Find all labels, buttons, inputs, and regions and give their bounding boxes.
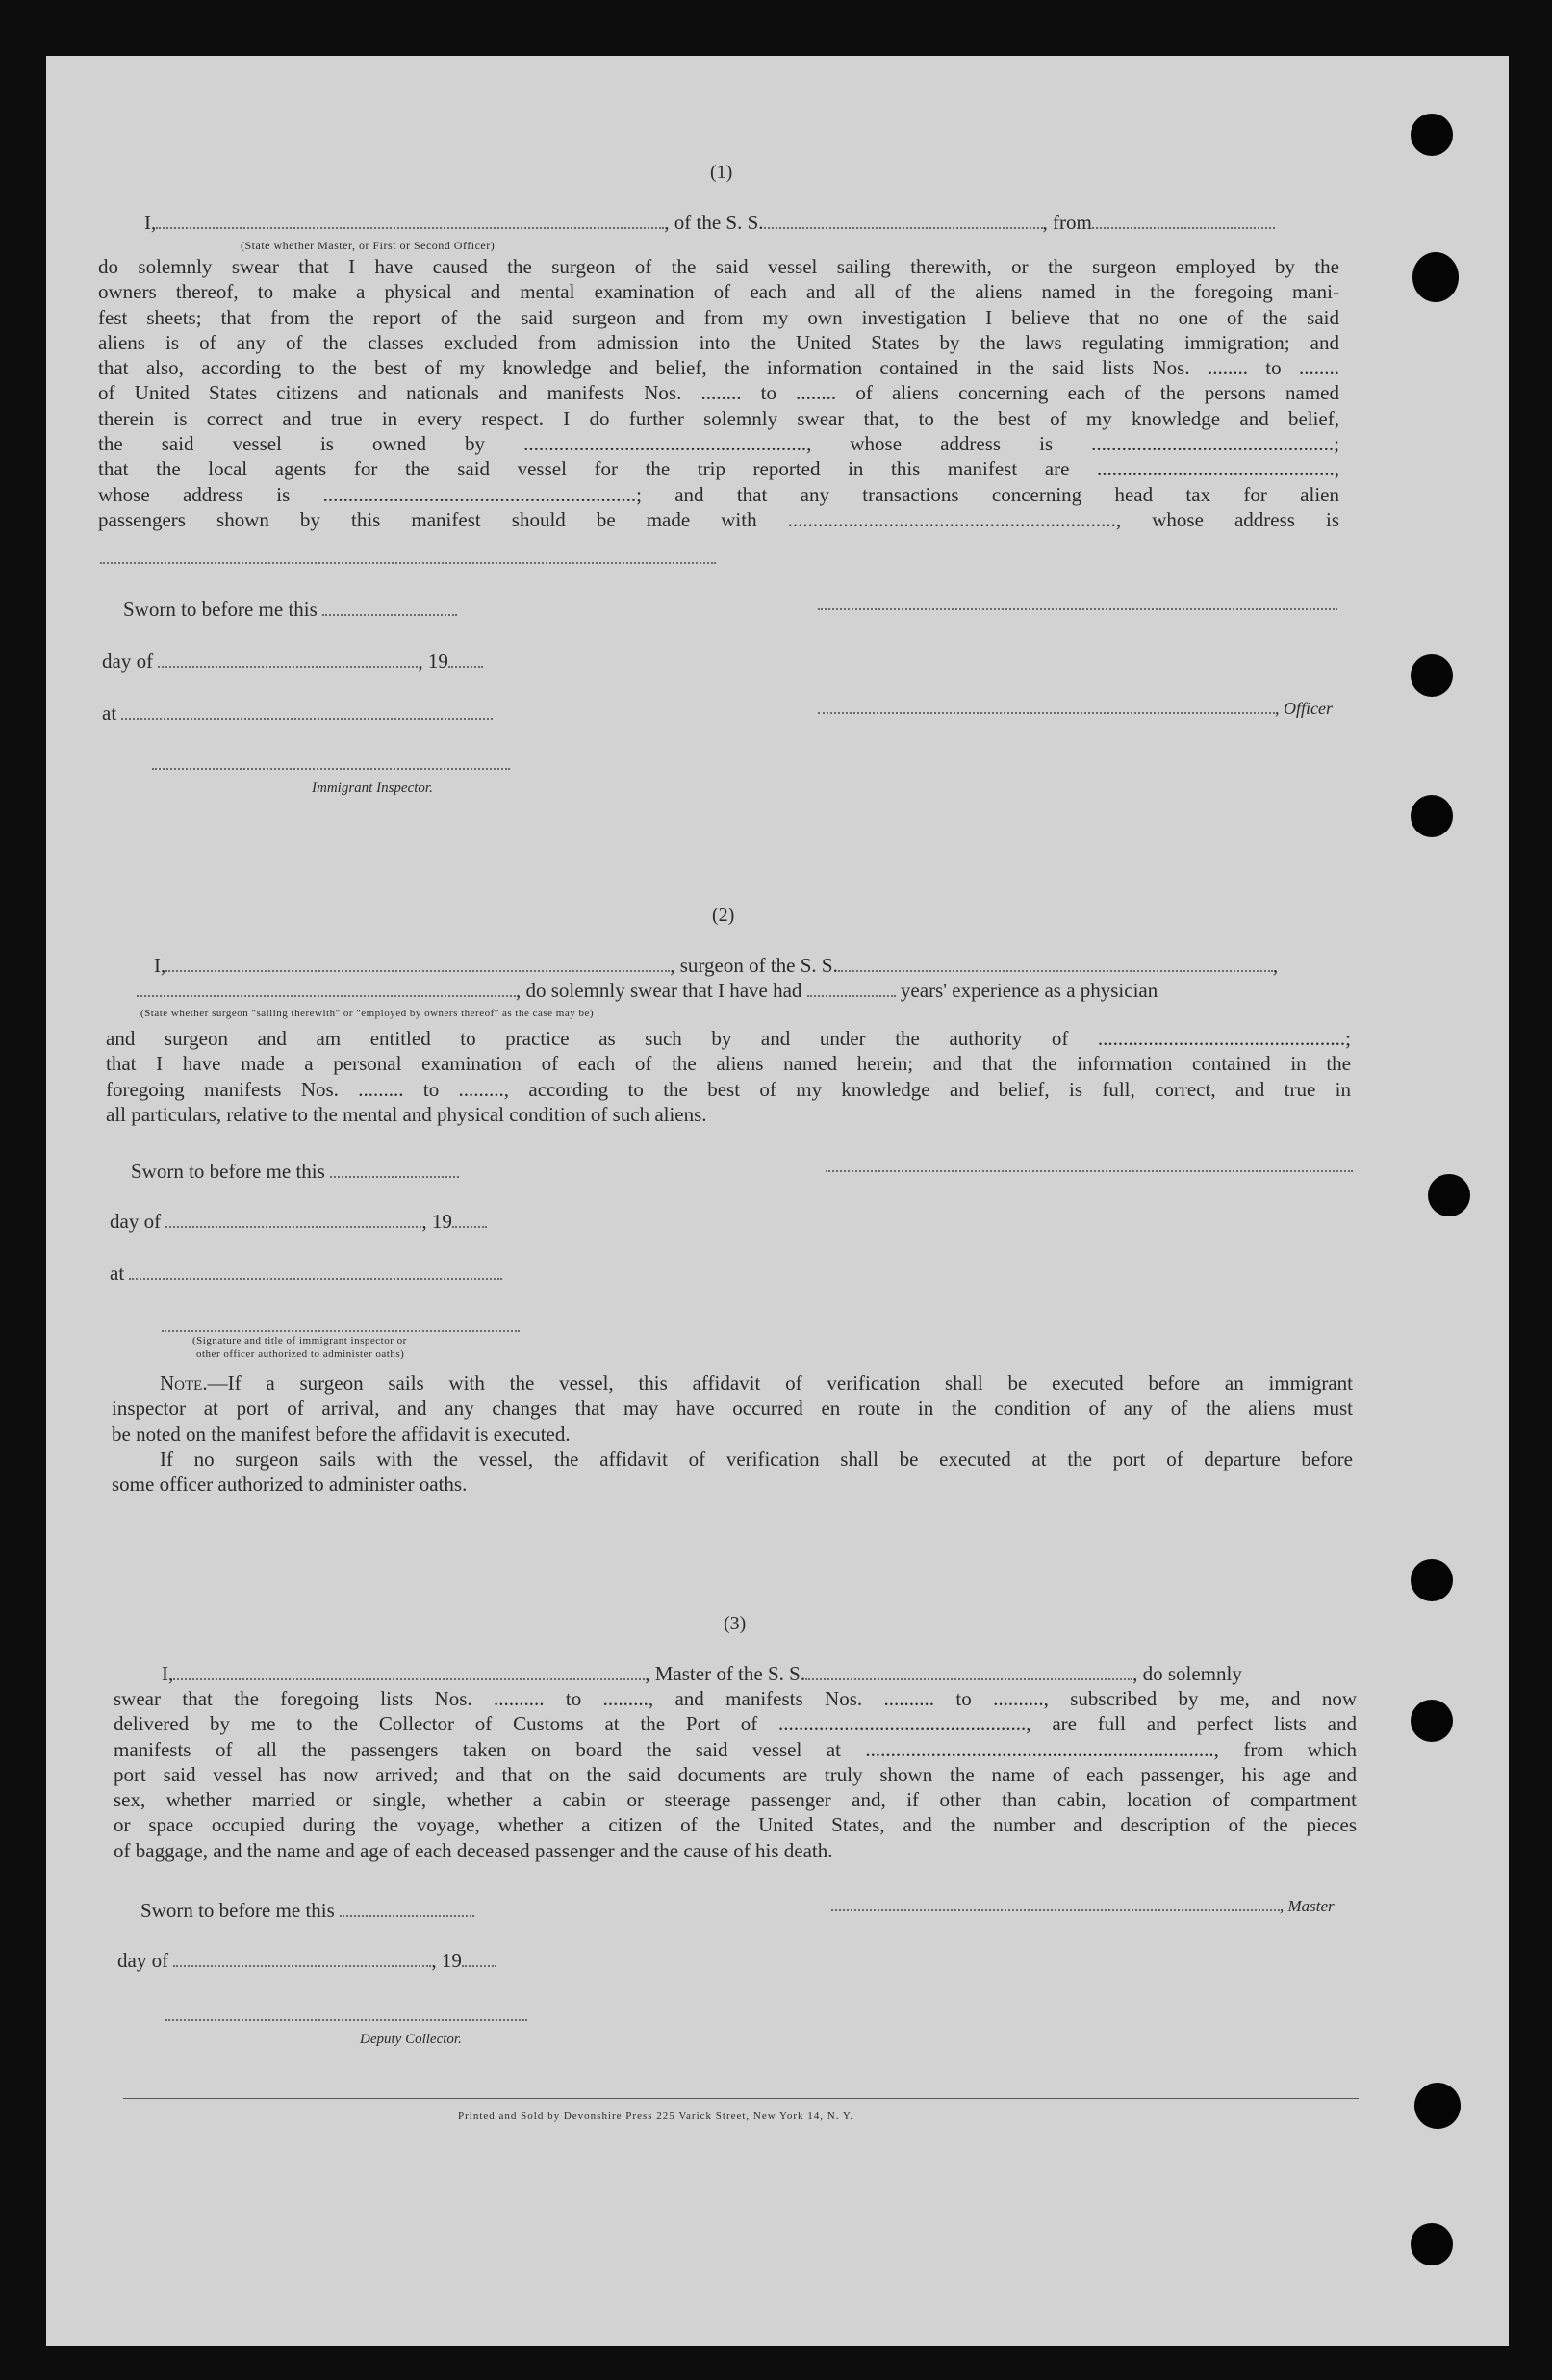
section-1-sworn [123, 597, 457, 622]
blank-field[interactable] [1092, 210, 1275, 229]
text: I, [144, 211, 157, 234]
note-line: some officer authorized to administer oaths. [112, 1472, 468, 1497]
section-2-at [110, 1261, 502, 1286]
text: day of [117, 1949, 169, 1972]
section-1-officer [818, 695, 1333, 721]
punch-hole [1411, 795, 1453, 837]
body-line: passengers shown by this manifest should be made with ................................................................., whose address is [98, 507, 1339, 531]
body-line: foregoing manifests Nos. ......... to ........., according to the best of my knowledge and belief, is full, correct, and true in [106, 1077, 1351, 1101]
text: , 19 [421, 1210, 452, 1233]
collector-signature-line[interactable] [165, 2019, 527, 2021]
body-line: swear that the foregoing lists Nos. .......... to ........., and manifests Nos. .......... to .........., subscribed by me, and now [114, 1687, 1357, 1710]
section-3-sworn [140, 1898, 474, 1923]
body-line: of United States citizens and nationals and manifests Nos. ........ to ........ of aliens concerning each of the persons named [98, 381, 1339, 405]
section-2-line-1 [154, 953, 1278, 978]
note-line: inspector at port of arrival, and any changes that may have occurred en route in the condition of any of the aliens must [112, 1396, 1353, 1420]
text: , [1272, 954, 1279, 977]
body-line: that I have made a personal examination of each of the aliens named herein; and that the information contained in the [106, 1052, 1351, 1076]
signature-note: (Signature and title of immigrant inspector or [192, 1335, 407, 1346]
text: Sworn to before me this [123, 598, 318, 621]
inspector-label: Immigrant Inspector. [312, 781, 433, 796]
section-2-body [106, 1026, 1351, 1127]
blank-field[interactable] [173, 1948, 431, 1967]
text: , 19 [418, 650, 448, 673]
blank-field[interactable] [462, 1948, 496, 1967]
section-2-line-2 [137, 978, 1158, 1003]
body-line: fest sheets; that from the report of the said surgeon and from my own investigation I believe that no one of the said [98, 305, 1339, 329]
blank-field[interactable] [129, 1261, 502, 1280]
footer-rule [123, 2098, 1359, 2099]
punch-hole [1411, 654, 1453, 697]
text: , Master of the S. S. [645, 1662, 806, 1685]
punch-hole [1428, 1174, 1470, 1216]
section-2-day [110, 1209, 487, 1234]
section-2-sworn [131, 1159, 459, 1184]
blank-field[interactable] [173, 1661, 645, 1680]
blank-field[interactable] [158, 649, 418, 668]
punch-hole [1411, 114, 1453, 156]
section-3-line-1 [162, 1661, 1242, 1686]
blank-field[interactable] [121, 701, 493, 720]
section-2-number: (2) [712, 905, 735, 926]
note-line: be noted on the manifest before the affidavit is executed. [112, 1421, 571, 1446]
body-line: or space occupied during the voyage, whether a citizen of the United States, and the number and description of the pieces [114, 1813, 1357, 1837]
text: , 19 [431, 1949, 462, 1972]
signature-field[interactable] [818, 695, 1275, 714]
body-line: port said vessel has now arrived; and that on the said documents are truly shown the name of each passenger, his age and [114, 1762, 1357, 1786]
body-line: whose address is ..............................................................; and that any transactions concerning head tax for alien [98, 482, 1339, 506]
body-line: aliens is of any of the classes excluded from admission into the United States by the laws regulating immigration; and [98, 330, 1339, 354]
note-line [112, 1370, 1353, 1395]
text: at [102, 702, 117, 725]
signature-field[interactable] [831, 1892, 1280, 1911]
blank-field[interactable] [764, 210, 1043, 229]
body-line: that also, according to the best of my knowledge and belief, the information contained in the said lists Nos. ........ to ........ [98, 356, 1339, 380]
punch-hole [1412, 252, 1459, 302]
body-line: do solemnly swear that I have caused the surgeon of the said vessel sailing therewith, or the surgeon employed by the [98, 255, 1339, 278]
blank-field[interactable] [448, 649, 483, 668]
body-line: and surgeon and am entitled to practice as such by and under the authority of .................................................; [106, 1027, 1351, 1050]
section-3-number: (3) [724, 1613, 747, 1634]
blank-field[interactable] [165, 1209, 421, 1228]
officer-label: , Officer [1275, 699, 1333, 718]
text: Sworn to before me this [140, 1899, 335, 1922]
section-1-note: (State whether Master, or First or Second Officer) [241, 239, 496, 252]
text: , surgeon of the S. S. [670, 954, 838, 977]
printer-imprint: Printed and Sold by Devonshire Press 225 Varick Street, New York 14, N. Y. [458, 2111, 854, 2122]
section-1-number: (1) [710, 162, 733, 183]
section-3-day [117, 1948, 496, 1973]
inspector-signature-line[interactable] [162, 1330, 520, 1332]
inspector-signature-line[interactable] [152, 768, 510, 770]
punch-hole [1414, 2083, 1461, 2129]
body-line: owners thereof, to make a physical and mental examination of each and all of the aliens named in the foregoing mani- [98, 280, 1339, 304]
text: day of [102, 650, 154, 673]
body-line: manifests of all the passengers taken on board the said vessel at ....................................................................., from which [114, 1737, 1357, 1761]
text: , of the S. S. [664, 211, 764, 234]
blank-field[interactable] [322, 597, 457, 616]
blank-field[interactable] [805, 1661, 1132, 1680]
master-label: , Master [1280, 1897, 1335, 1915]
punch-hole [1411, 1700, 1453, 1742]
note-heading: Note. [160, 1371, 208, 1395]
section-1-body [98, 254, 1339, 532]
section-1-at [102, 701, 493, 726]
collector-label: Deputy Collector. [360, 2032, 462, 2047]
body-line: all particulars, relative to the mental and physical condition of such aliens. [106, 1102, 707, 1126]
text: at [110, 1262, 125, 1285]
blank-field[interactable] [137, 978, 516, 997]
text: I, [162, 1662, 174, 1685]
signature-note: other officer authorized to administer oaths) [196, 1348, 405, 1360]
section-3-master [831, 1892, 1335, 1919]
blank-field[interactable] [838, 953, 1273, 972]
punch-hole [1411, 2223, 1453, 2265]
body-line: sex, whether married or single, whether a cabin or steerage passenger and, if other than cabin, location of compartment [114, 1788, 1357, 1812]
blank-field[interactable] [330, 1159, 459, 1178]
text: , do solemnly swear that I have had [516, 979, 802, 1002]
body-line: that the local agents for the said vessel for the trip reported in this manifest are ..............................................., [98, 457, 1339, 481]
section-2-note: (State whether surgeon "sailing therewith" or "employed by owners thereof" as the case may be) [140, 1008, 595, 1019]
section-2-note-paragraph [112, 1370, 1353, 1497]
text: years' experience as a physician [900, 979, 1158, 1002]
text: day of [110, 1210, 162, 1233]
body-line: delivered by me to the Collector of Customs at the Port of ................................................., are full and perfect lists and [114, 1712, 1357, 1736]
section-1-day [102, 649, 483, 674]
text: —If a surgeon sails with the vessel, this affidavit of verification shall be executed before an immigrant [207, 1371, 1353, 1395]
note-line: If no surgeon sails with the vessel, the affidavit of verification shall be executed at the port of departure before [160, 1446, 1353, 1471]
section-1-line-1 [144, 210, 1275, 235]
blank-field[interactable] [807, 978, 896, 997]
body-line: of baggage, and the name and age of each deceased passenger and the cause of his death. [114, 1838, 833, 1862]
punch-hole [1411, 1559, 1453, 1601]
blank-line[interactable] [100, 562, 716, 564]
section-3-body [114, 1686, 1357, 1863]
signature-line[interactable] [818, 608, 1337, 610]
blank-field[interactable] [156, 210, 664, 229]
body-line: the said vessel is owned by ........................................................, whose address is ................................................; [98, 432, 1339, 456]
text: , from [1042, 211, 1092, 234]
blank-field[interactable] [452, 1209, 487, 1228]
blank-field[interactable] [340, 1898, 474, 1917]
body-line: therein is correct and true in every respect. I do further solemnly swear that, to the best of my knowledge and belief, [98, 406, 1339, 430]
text: Sworn to before me this [131, 1160, 325, 1183]
text: I, [154, 954, 166, 977]
signature-line[interactable] [826, 1170, 1353, 1172]
blank-field[interactable] [165, 953, 670, 972]
text: , do solemnly [1132, 1662, 1242, 1685]
